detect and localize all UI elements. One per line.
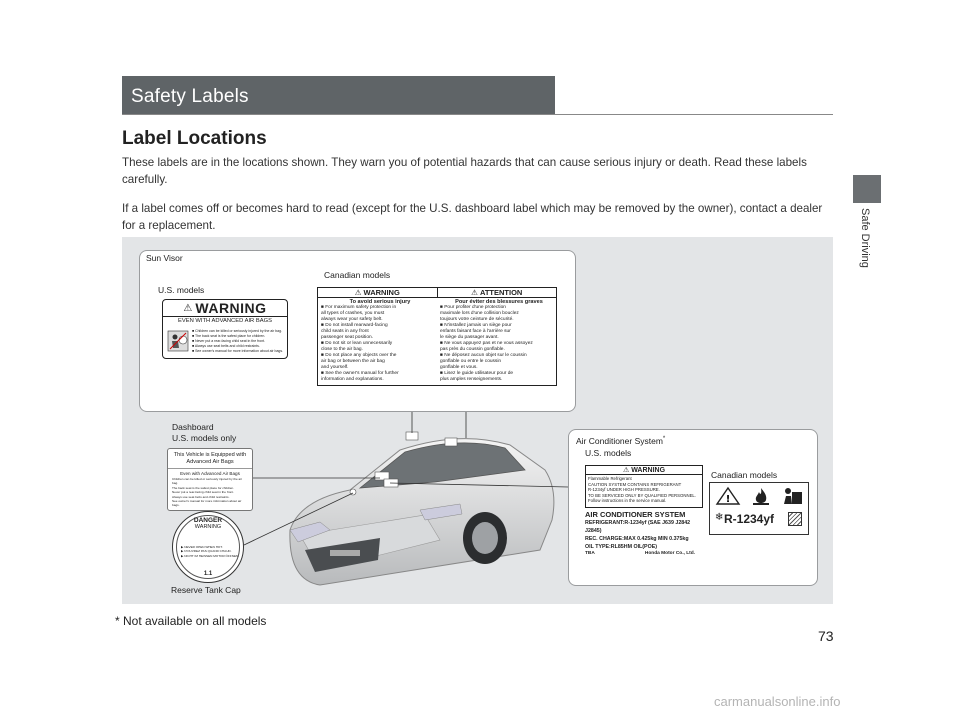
snowflake-icon: ❄: [715, 512, 724, 523]
sun-visor-label: Sun Visor: [146, 253, 183, 263]
reserve-tank-cap-caption: Reserve Tank Cap: [171, 585, 241, 595]
footnote: * Not available on all models: [115, 614, 267, 628]
svg-text:!: !: [725, 494, 731, 505]
section-label: Safe Driving: [859, 208, 871, 268]
dashboard-label: Dashboard: [172, 422, 214, 432]
visor-warning-us-label: ⚠ WARNING EVEN WITH ADVANCED AIR BAGS ■ Children can be killed or seriously injured by the air bag. ■ The back seat is the safest place for children. ■ Never put a rear-facing child seat in the front. ■ Always use seat belts and child restraints. ■ See owner's manual for more information about air bags.: [162, 299, 288, 359]
us-models-only-label: U.S. models only: [172, 433, 237, 443]
ac-canada-label: ! ❄ R-1234yf: [709, 482, 809, 535]
page-title: Safety Labels: [131, 86, 249, 107]
ac-canadian-models-label: Canadian models: [711, 470, 778, 480]
watermark: carmanualsonline.info: [714, 694, 841, 709]
us-models-label: U.S. models: [158, 285, 205, 295]
visor-warning-canada-label: ⚠ WARNING ⚠ ATTENTION To avoid serious injury ■ For maximum safety protection in all types of crashes, you must always wear your safety belt. ■ Do not install rearward-facing child seats in any front passenger seat position. ■ Do not sit or lean unnecessarily close to the air bag. ■ Do not place any objects over the air bag or between the air bag and yourself. ■ See the owner's manual for further information and explanations. Pour éviter des blessures graves ■ Pour profiter d'une protection maximale lors d'une collision bouclez toujours votre ceinture de sécurité. ■ N'installez jamais un siège pour enfants faisant face à l'arrière sur le siège du passager avant. ■ Ne vous appuyez pas et ne vous assoyez pas près du coussin gonflable. ■ Ne déposez aucun objet sur le coussin gonflable ou entre le coussin gonflable et vous. ■ Lisez le guide utilisateur pour de plus amples renseignements.: [317, 287, 557, 386]
paragraph: If a label comes off or becomes hard to read (except for the U.S. dashboard label which may be removed by the owner), contact a dealer for a replacement.: [122, 202, 823, 232]
warning-triangle-icon: ⚠: [183, 302, 193, 314]
dashboard-airbag-label: This Vehicle is Equipped with Advanced Air Bags Even with Advanced Air Bags Children can be killed or seriously injured by the air bag. The back seat is the safest place for children. Never put a rear-facing child seat in the front. Always use seat belts and child restraints. See owner's manual for more information about air bags. To be removed by owner only.: [167, 448, 253, 511]
flame-icon: [748, 486, 774, 506]
warning-triangle-icon: ⚠: [471, 288, 478, 297]
canadian-models-label: Canadian models: [324, 270, 391, 280]
hatch-pattern: [788, 512, 802, 526]
ac-us-models-label: U.S. models: [585, 448, 632, 458]
warning-triangle-icon: [715, 486, 741, 506]
ac-us-label: ⚠ WARNING Flammable Refrigerant CAUTION SYSTEM CONTAINS REFRIGERANT R-1234yf UNDER HIGH PRESSURE. TO BE SERVICED ONLY BY QUALIFIED PERSONNEL. Follow instructions in the service manual. AIR CONDITIONER SYSTEM REFRIGERANT:R-1234yf (SAE J639 J2842 J2845) REC. CHARGE:MAX 0.425kg MIN 0.375kg OIL TYPE:RL85HM OIL(POE) TBA Honda Motor Co., Ltd.: [585, 465, 703, 564]
paragraph: These labels are in the locations shown. They warn you of potential hazards that can cause serious injury or death. Read these labels carefully.: [122, 156, 807, 186]
section-heading: Label Locations: [122, 128, 267, 149]
ac-system-label: Air Conditioner System*: [576, 435, 666, 446]
service-manual-icon: [780, 486, 806, 506]
warning-triangle-icon: ⚠: [354, 288, 362, 297]
warning-triangle-icon: ⚠: [622, 467, 630, 474]
page-number: 73: [818, 628, 834, 644]
reserve-tank-cap-label: DANGER WARNING ▶ NEVER OPEN WHEN HOT. ▶ N'OUVREZ PAS QUAND CHAUD. ▶ NICHT IM HEISSEN MOTOR ÖFFNEN. 1.1: [172, 511, 244, 583]
